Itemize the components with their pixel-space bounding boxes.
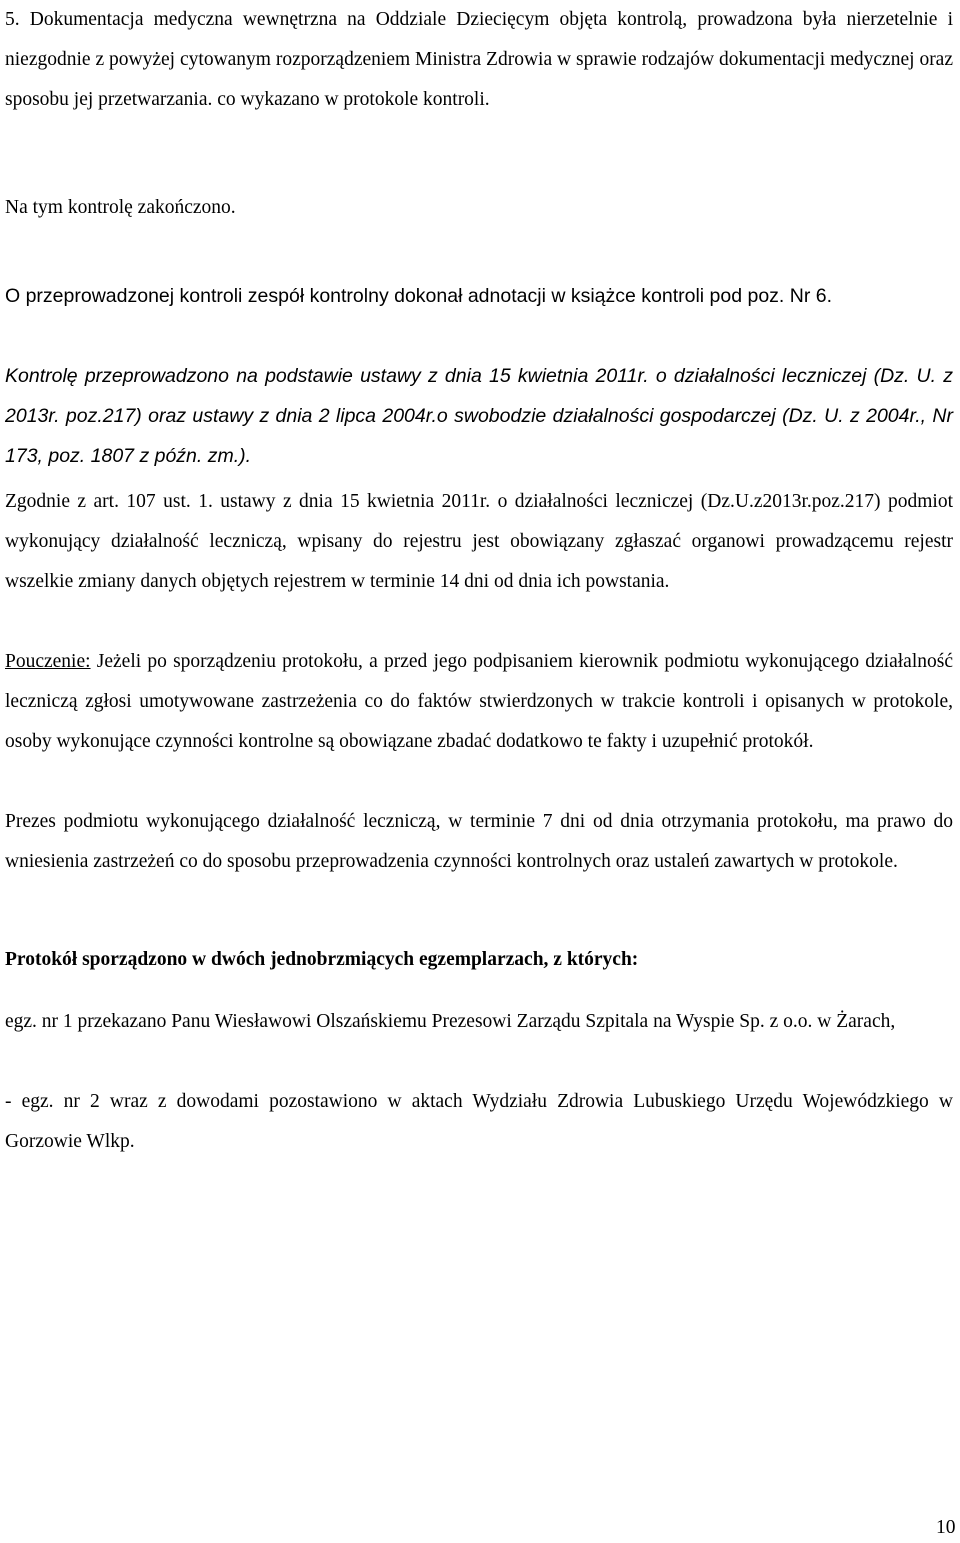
page-number: 10 [936, 1517, 956, 1538]
paragraph-legal-basis: Kontrolę przeprowadzono na podstawie ustawy z dnia 15 kwietnia 2011r. o działalności leczniczej (Dz. U. z 2013r. poz.217) oraz ustawy z dnia 2 lipca 2004r.o swobodzie działalności gospodarczej (Dz. U. z 2004r., Nr 173, poz. 1807 z późn. zm.). [5, 365, 953, 467]
notice-text: Jeżeli po sporządzeniu protokołu, a przed jego podpisaniem kierownik podmiotu wykonującego działalność leczniczą zgłosi umotywowane zastrzeżenia co do faktów stwierdzonych w trakcie kontroli i opisanych w protokole, osoby wykonujące czynności kontrolne są obowiązane zbadać dodatkowo te fakty i uzupełnić protokół. [5, 651, 953, 752]
paragraph-control-ended: Na tym kontrolę zakończono. [5, 197, 236, 218]
copy-1: egz. nr 1 przekazano Panu Wiesławowi Olszańskiemu Prezesowi Zarządu Szpitala na Wyspie Sp. z o.o. w Żarach, [5, 1011, 896, 1032]
paragraph-point-5: 5. Dokumentacja medyczna wewnętrzna na Oddziale Dziecięcym objęta kontrolą, prowadzona była nierzetelnie i niezgodnie z powyżej cytowanym rozporządzeniem Ministra Zdrowia w sprawie rodzajów dokumentacji medycznej oraz sposobu jej przetwarzania. co wykazano w protokole kontroli. [5, 9, 953, 110]
paragraph-notice [5, 642, 953, 762]
paragraph-article-107: Zgodnie z art. 107 ust. 1. ustawy z dnia 15 kwietnia 2011r. o działalności leczniczej (Dz.U.z2013r.poz.217) podmiot wykonujący działalność leczniczą, wpisany do rejestru jest obowiązany zgłaszać organowi prowadzącemu rejestr wszelkie zmiany danych objętych rejestrem w terminie 14 dni od dnia ich powstania. [5, 491, 953, 592]
paragraph-annotation: O przeprowadzonej kontroli zespół kontrolny dokonał adnotacji w książce kontroli pod poz. Nr 6. [5, 285, 833, 307]
copies-heading: Protokół sporządzono w dwóch jednobrzmiących egzemplarzach, z których: [5, 949, 639, 970]
notice-label: Pouczenie: [5, 651, 91, 672]
copy-2: - egz. nr 2 wraz z dowodami pozostawiono w aktach Wydziału Zdrowia Lubuskiego Urzędu Wojewódzkiego w Gorzowie Wlkp. [5, 1091, 953, 1152]
paragraph-president-rights: Prezes podmiotu wykonującego działalność leczniczą, w terminie 7 dni od dnia otrzymania protokołu, ma prawo do wniesienia zastrzeżeń co do sposobu przeprowadzenia czynności kontrolnych oraz ustaleń zawartych w protokole. [5, 811, 953, 872]
